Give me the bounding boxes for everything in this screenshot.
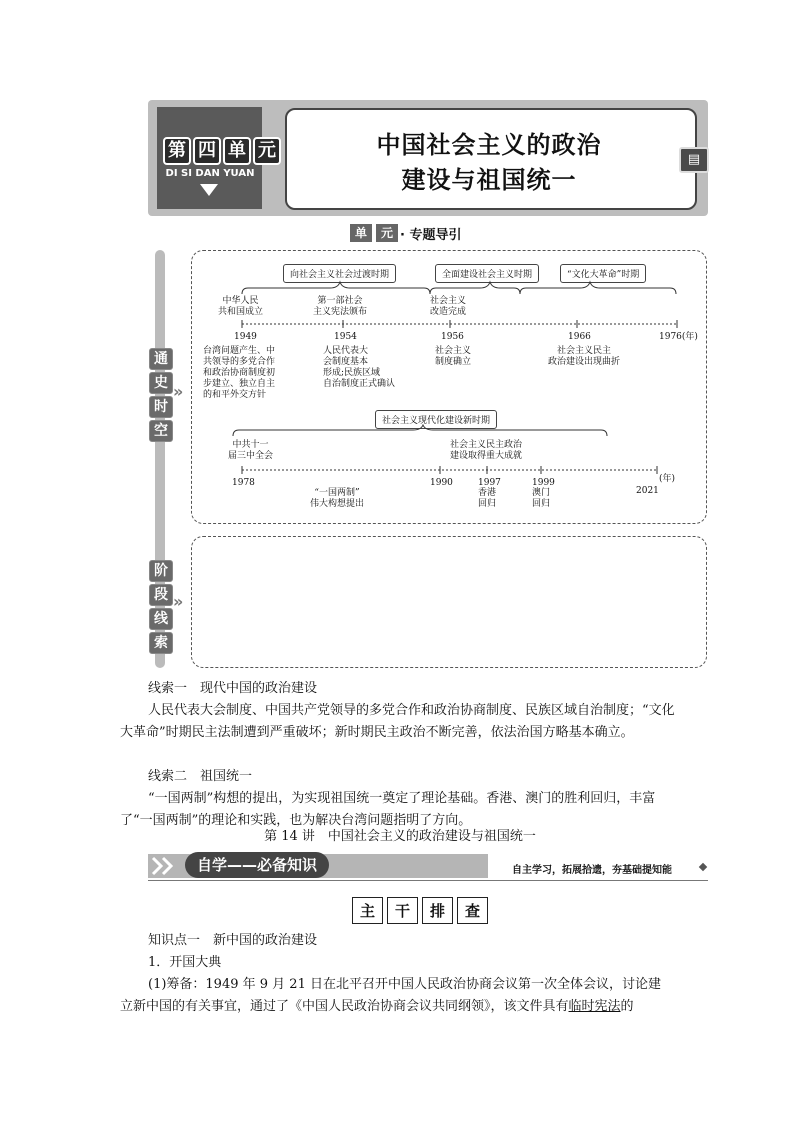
clue1-text: 人民代表大会制度、中国共产党领导的多党合作和政治协商制度、民族区域自治制度；“文化大革命”时期民主法制遭到严重破坏；新时期民主政治不断完善，依法治国方略基本确立。 [120, 703, 675, 740]
knowledge-item-title: 1．开国大典 [148, 955, 222, 970]
timeline-year: 1956 [441, 332, 464, 342]
unit-badge-chars [162, 137, 276, 165]
double-chevron-icon: » [173, 382, 184, 401]
timeline-year: 1978 [232, 478, 255, 488]
period-bracket [225, 424, 625, 438]
timeline-year: 1999 [532, 478, 555, 488]
guide-chip: 元 [376, 224, 398, 242]
timeline-axis-1 [225, 316, 685, 332]
side-char: 阶 [149, 560, 173, 582]
timeline-year: 2021 [636, 486, 659, 496]
guide-title: · 专题导引 [400, 228, 462, 243]
timeline-event: 澳门 回归 [532, 488, 551, 509]
double-chevron-icon [150, 856, 180, 876]
timeline-event: 社会主义民主 政治建设出现曲折 [548, 346, 621, 367]
clue1-title: 线索一 现代中国的政治建设 [148, 681, 318, 696]
period-label: 向社会主义社会过渡时期 [283, 264, 396, 283]
guide-chip: 单 [350, 224, 372, 242]
timeline-axis-2 [225, 462, 665, 478]
period-label: 社会主义现代化建设新时期 [375, 410, 497, 429]
stem-char: 干 [387, 897, 418, 924]
triangle-down-icon [198, 182, 220, 198]
knowledge-paragraph-line1: (1)筹备：1949 年 9 月 21 日在北平召开中国人民政治协商会议第一次全体会议，讨论建 [148, 977, 661, 992]
section-stem [350, 897, 490, 924]
badge-char: 单 [223, 137, 251, 165]
timeline-event: 社会主义民主政治 建设取得重大成就 [450, 440, 523, 461]
timeline-year: 1997 [478, 478, 501, 488]
underlined-term: 临时宪法 [568, 999, 621, 1014]
timeline-event: “一国两制” 伟大构想提出 [310, 488, 365, 509]
knowledge-paragraph-line2 [120, 996, 634, 1018]
badge-char: 四 [193, 137, 221, 165]
unit-pinyin: DI SI DAN YUAN [165, 168, 255, 179]
side-char: 段 [149, 584, 173, 606]
double-chevron-icon: » [173, 592, 184, 611]
timeline-year: 1954 [334, 332, 357, 342]
side-char: 线 [149, 608, 173, 630]
timeline-event: 人民代表大 会制度基本 形成;民族区域 自治制度正式确认 [323, 346, 396, 389]
timeline-year: 1990 [430, 478, 453, 488]
divider [148, 880, 708, 881]
paragraph-text: 立新中国的有关事宜，通过了《中国人民政治协商会议共同纲领》，该文件具有 [120, 999, 569, 1014]
side-char: 索 [149, 632, 173, 654]
lecture-title: 第 14 讲 中国社会主义的政治建设与祖国统一 [264, 829, 536, 844]
side-char: 通 [149, 348, 173, 370]
clue2-title: 线索二 祖国统一 [148, 769, 253, 784]
timeline-event: 社会主义 制度确立 [435, 346, 472, 367]
self-study-label: 自学——必备知识 [185, 852, 329, 878]
badge-char: 第 [163, 137, 191, 165]
unit-title-line1: 中国社会主义的政治 [376, 131, 602, 159]
diamond-icon [699, 863, 707, 871]
unit-title-line2: 建设与祖国统一 [401, 166, 577, 194]
knowledge-point-title: 知识点一 新中国的政治建设 [148, 933, 318, 948]
timeline-event: 中共十一 届三中全会 [228, 440, 274, 461]
period-label: 全面建设社会主义时期 [435, 264, 539, 283]
self-study-subtitle: 自主学习，拓展拾遗，夯基础提知能 [512, 865, 672, 876]
badge-char: 元 [253, 137, 281, 165]
timeline-event: 香港 回归 [478, 488, 497, 509]
side-char: 时 [149, 396, 173, 418]
book-icon: ▤ [679, 147, 709, 173]
timeline-year-unit: (年) [659, 474, 676, 484]
paragraph-text: 的 [620, 999, 634, 1014]
timeline-year: 1949 [234, 332, 257, 342]
clue2-text: “一国两制”构想的提出，为实现祖国统一奠定了理论基础。香港、澳门的胜利回归，丰富了“一国两制”的理论和实践，也为解决台湾问题指明了方向。 [120, 791, 656, 828]
timeline-year: 1976(年) [659, 332, 698, 342]
period-label: “文化大革命”时期 [560, 264, 646, 283]
timeline-event: 中华人民 共和国成立 [218, 296, 264, 317]
side-char: 空 [149, 420, 173, 442]
side-char: 史 [149, 372, 173, 394]
clues-panel [191, 536, 707, 668]
side-label-timeline [149, 348, 173, 442]
stem-char: 主 [352, 897, 383, 924]
timeline-event: 第一部社会 主义宪法颁布 [313, 296, 368, 317]
timeline-event: 社会主义 改造完成 [430, 296, 467, 317]
stem-char: 排 [422, 897, 453, 924]
stem-char: 查 [457, 897, 488, 924]
timeline-event: 台湾问题产生、中 共领导的多党合作 和政治协商制度初 步建立、独立自主 的和平外交方针 [203, 346, 276, 400]
timeline-year: 1966 [568, 332, 591, 342]
side-label-clues [149, 560, 173, 654]
